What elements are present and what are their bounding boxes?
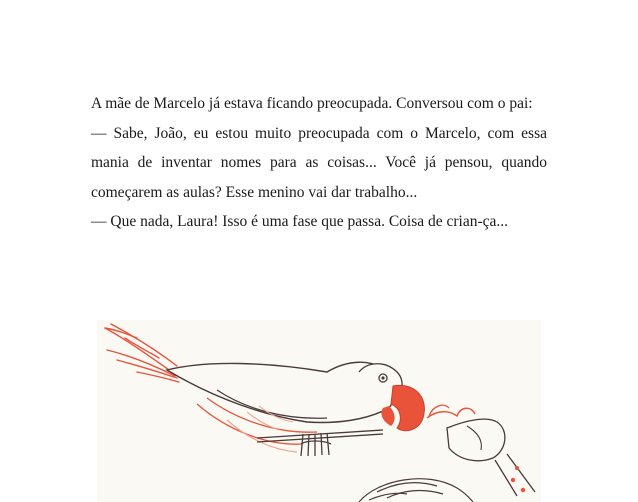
story-text <box>91 89 547 237</box>
paragraph-narration: A mãe de Marcelo já estava ficando preocupada. Conversou com o pai: <box>91 95 533 112</box>
parrot-on-perch-icon <box>97 320 541 502</box>
paragraph-father-dialogue: — Que nada, Laura! Isso é uma fase que passa. Coisa de crian-ça... <box>91 213 509 230</box>
paragraph-mother-dialogue: — Sabe, João, eu estou muito preocupada com o Marcelo, com essa mania de inventar nomes para as coisas... Você já pensou, quando começarem as aulas? Esse menino vai dar trabalho... <box>91 124 547 201</box>
parrot-illustration <box>97 320 541 502</box>
